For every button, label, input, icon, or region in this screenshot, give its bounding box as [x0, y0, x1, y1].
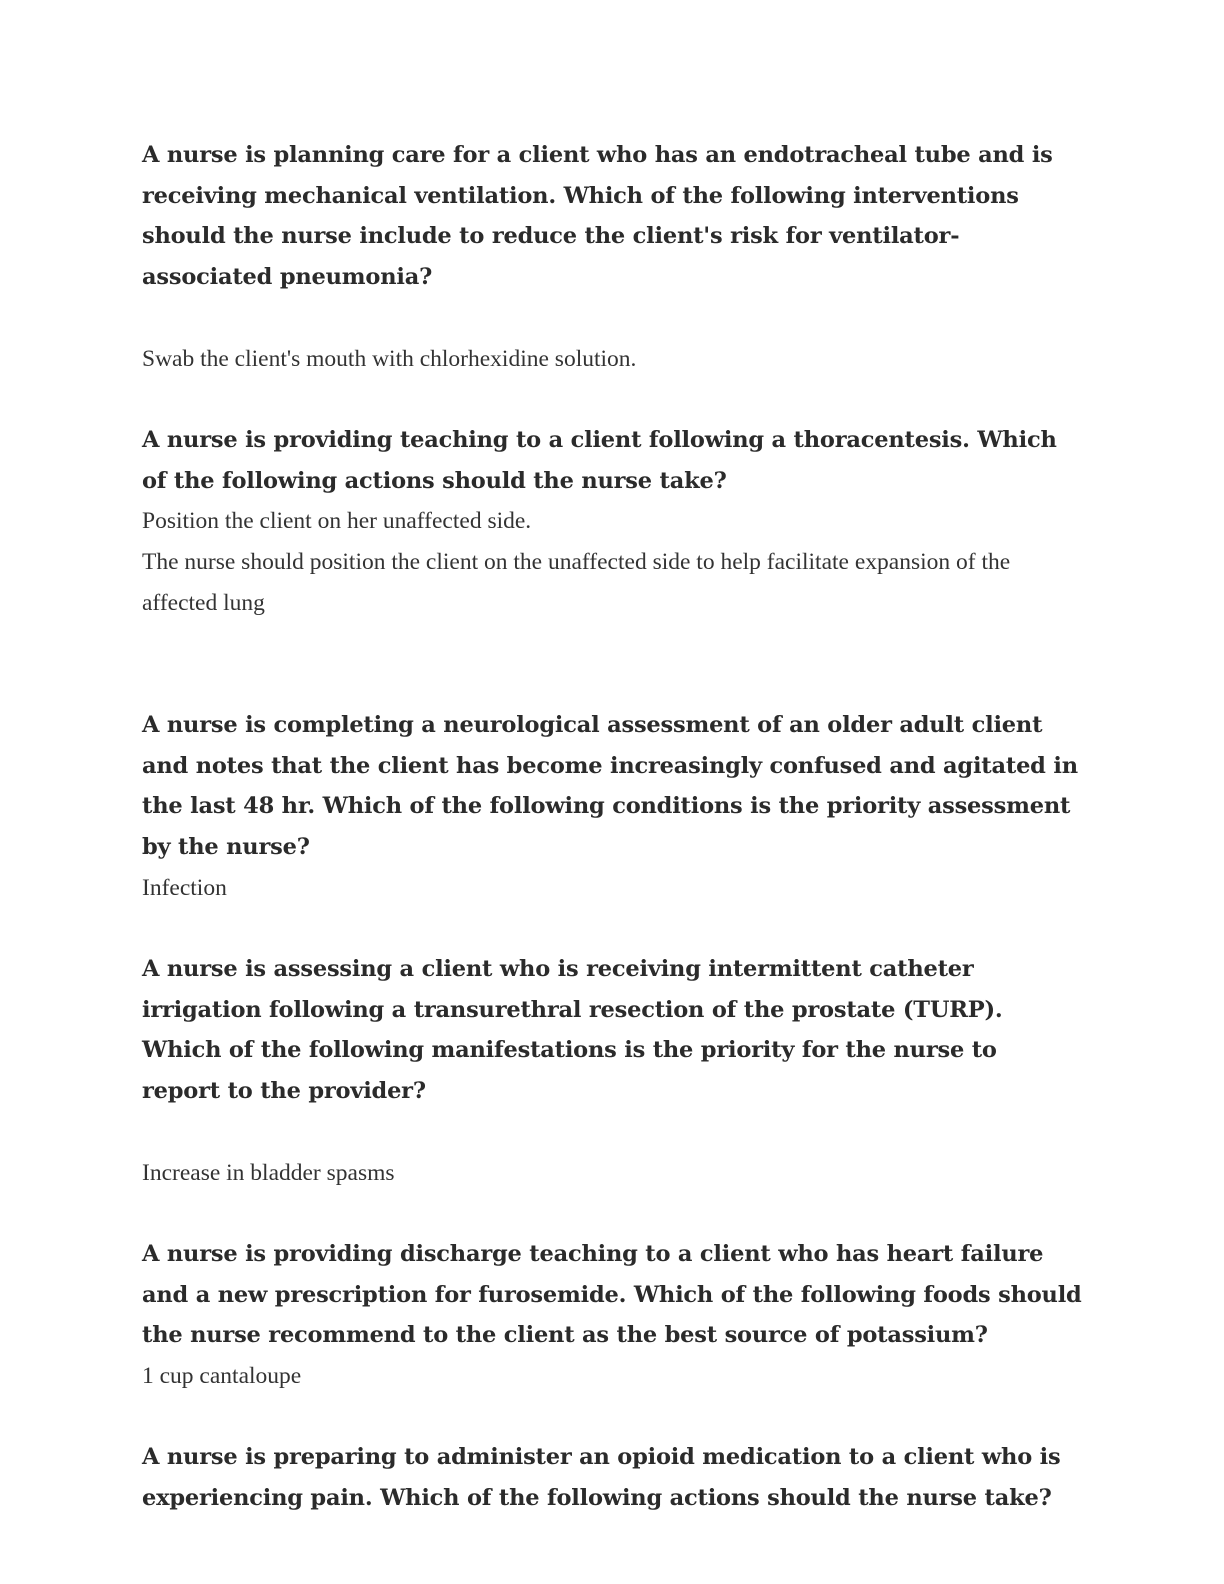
- spacer: [142, 1193, 1082, 1234]
- answer-5: 1 cup cantaloupe: [142, 1363, 302, 1389]
- question-6: A nurse is preparing to administer an opioid medication to a client who is experiencing pain. Which of the following actions should the nurse take?: [142, 1444, 1061, 1512]
- spacer: [142, 1397, 1082, 1438]
- answer-1: Swab the client's mouth with chlorhexidine solution.: [142, 345, 637, 372]
- spacer: [142, 908, 1082, 949]
- spacer: [142, 1112, 1082, 1153]
- spacer: [142, 298, 1082, 339]
- answer-4: Increase in bladder spasms: [142, 1159, 395, 1186]
- answer-3: Infection: [142, 874, 227, 901]
- rationale-2: The nurse should position the client on the unaffected side to help facilitate expansion of the affected lung: [142, 549, 1011, 616]
- question-5: A nurse is providing discharge teaching to a client who has heart failure and a new prescription for furosemide. Which of the following foods should the nurse recommend to the client as the best source of potassium?: [142, 1240, 1082, 1349]
- document-body: [142, 135, 1082, 1519]
- answer-2: Position the client on her unaffected side.: [142, 508, 532, 535]
- question-3: A nurse is completing a neurological assessment of an older adult client and notes that the client has become increasingly confused and agitated in the last 48 hr. Which of the following conditions is the priority assessment by the nurse?: [142, 711, 1078, 860]
- question-4: A nurse is assessing a client who is receiving intermittent catheter irrigation following a transurethral resection of the prostate (TURP). Which of the following manifestations is the priority for the nurse to report to the provider?: [142, 956, 1003, 1105]
- question-1: A nurse is planning care for a client who has an endotracheal tube and is receiving mechanical ventilation. Which of the following interventions should the nurse include to reduce the client's risk for ventilator-associated pneumonia?: [142, 142, 1053, 291]
- spacer: [142, 623, 1082, 704]
- spacer: [142, 379, 1082, 420]
- question-2: A nurse is providing teaching to a client following a thoracentesis. Which of the following actions should the nurse take?: [142, 426, 1057, 494]
